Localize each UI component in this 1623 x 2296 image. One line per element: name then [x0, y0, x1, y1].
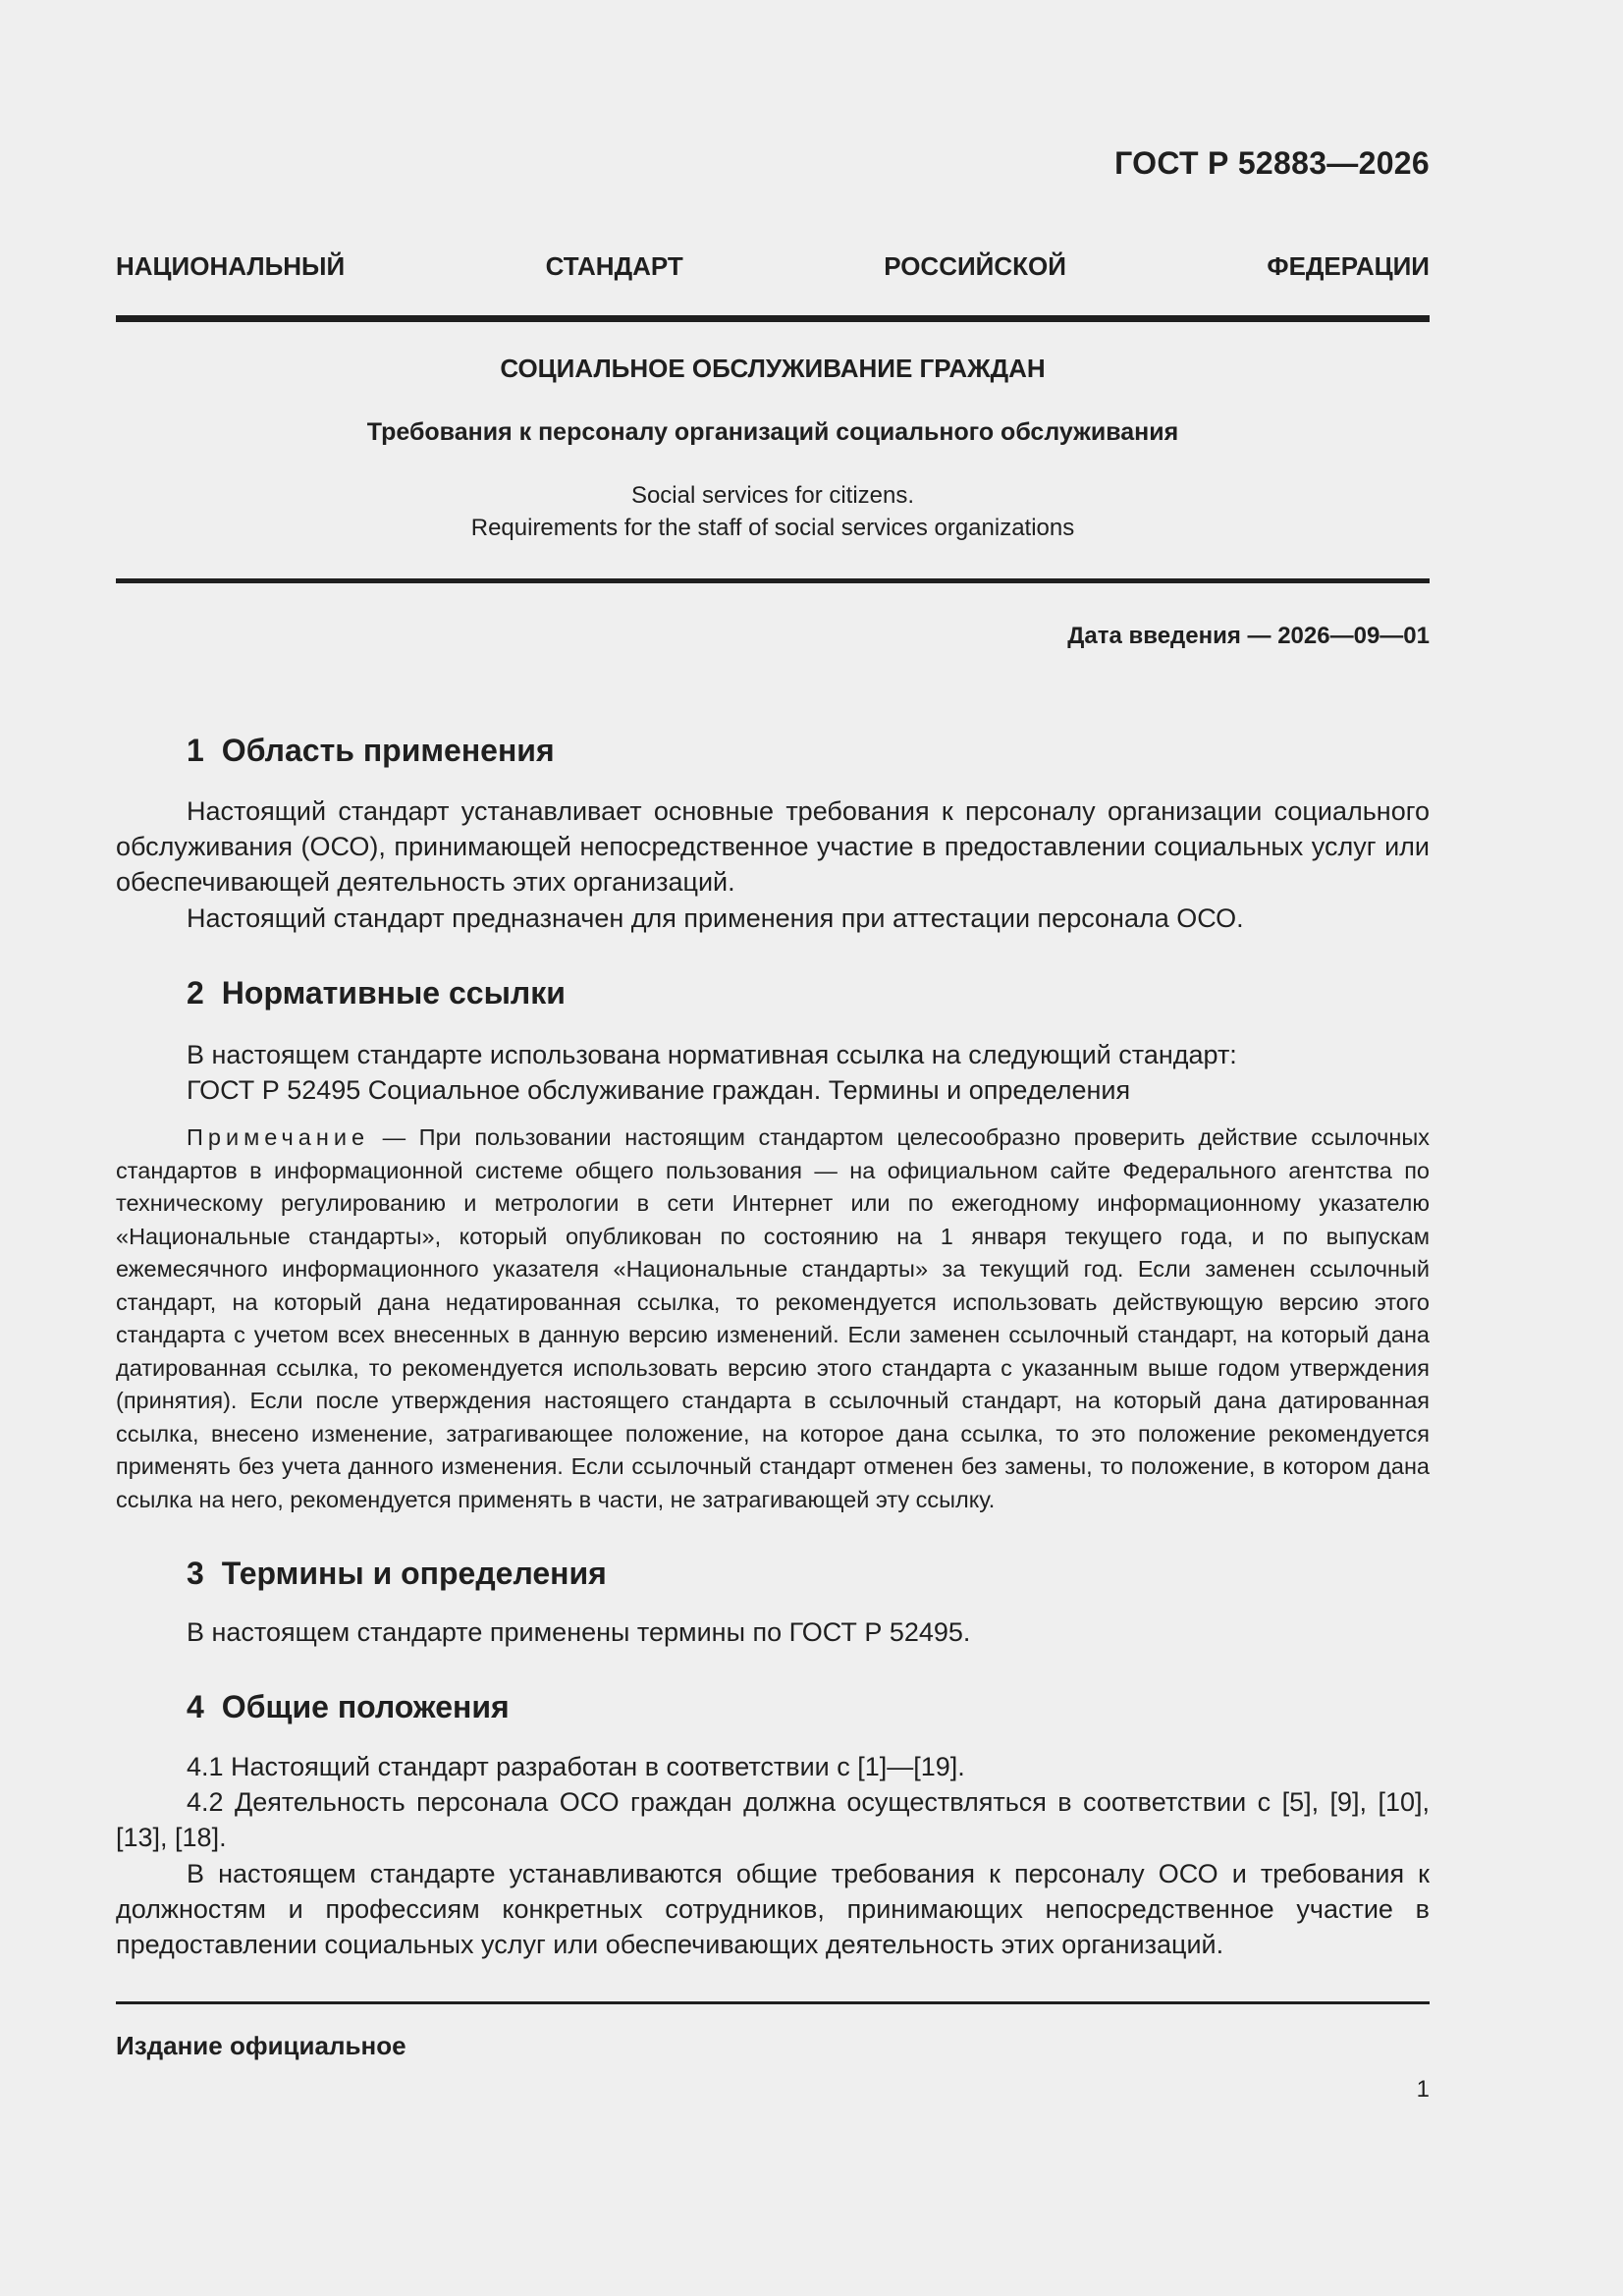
document-title: СОЦИАЛЬНОЕ ОБСЛУЖИВАНИЕ ГРАЖДАН [500, 354, 1046, 383]
page-number: 1 [1416, 2076, 1430, 2103]
english-title-line: Social services for citizens. [630, 482, 915, 509]
section-title: Область применения [221, 733, 555, 768]
section-heading [187, 1556, 607, 1592]
paragraph: 4.2 Деятельность персонала ОСО граждан должна осуществляться в соответствии с [5], [9], [10], [13], [18]. [116, 1787, 1430, 1852]
english-title-line: Requirements for the staff of social services organizations [470, 515, 1075, 541]
section-heading [187, 975, 566, 1011]
paragraph: В настоящем стандарте устанавливаются общие требования к персоналу ОСО и требования к должностям и профессиям конкретных сотрудников, принимающих непосредственное участие в предоставлении социальных услуг или обеспечивающих деятельность этих организаций. [116, 1859, 1430, 1959]
paragraph: Настоящий стандарт устанавливает основные требования к персоналу организации социального обслуживания (ОСО), принимающей непосредственное участие в предоставлении социальных услуг или обеспечивающей деятельность этих организаций. [116, 796, 1430, 897]
paragraph: В настоящем стандарте использована нормативная ссылка на следующий стандарт: [187, 1040, 1237, 1069]
top-divider [116, 315, 1430, 322]
section-title: Общие положения [221, 1689, 510, 1724]
section-title: Термины и определения [221, 1556, 607, 1591]
footer-divider [116, 2001, 1430, 2004]
section-number: 1 [187, 733, 204, 768]
banner-word: ФЕДЕРАЦИИ [1267, 251, 1430, 281]
section-title: Нормативные ссылки [221, 975, 566, 1011]
national-standard-banner [116, 251, 1430, 282]
standard-designation: ГОСТ Р 52883—2026 [1114, 145, 1430, 181]
paragraph: 4.1 Настоящий стандарт разработан в соответствии с [1]—[19]. [187, 1752, 965, 1781]
section-heading [187, 1689, 510, 1725]
normative-reference: ГОСТ Р 52495 Социальное обслуживание граждан. Термины и определения [187, 1075, 1131, 1105]
banner-word: СТАНДАРТ [545, 251, 683, 281]
banner-word: НАЦИОНАЛЬНЫЙ [116, 251, 346, 281]
banner-word: РОССИЙСКОЙ [884, 251, 1066, 281]
paragraph: В настоящем стандарте применены термины по ГОСТ Р 52495. [187, 1617, 971, 1647]
note-label: Примечание [187, 1124, 370, 1150]
section-heading [187, 733, 555, 769]
official-edition-label: Издание официальное [116, 2031, 406, 2060]
note [116, 1121, 1430, 1516]
english-title [116, 479, 1430, 544]
section-number: 3 [187, 1556, 204, 1591]
document-subtitle: Требования к персоналу организаций социального обслуживания [366, 418, 1179, 446]
title-divider [116, 578, 1430, 583]
paragraph: Настоящий стандарт предназначен для применения при аттестации персонала ОСО. [187, 903, 1244, 933]
note-text: — При пользовании настоящим стандартом целесообразно проверить действие ссылочных стандартов в информационной системе общего пользования — на официальном сайте Федерального агентства по техническому регулированию и метрологии в сети Интернет или по ежегодному информационному указателю «Национальные стандарты», который опубликован по состоянию на 1 января текущего года, и по выпускам ежемесячного информационного указателя «Национальные стандарты» за текущий год. Если заменен ссылочный стандарт, на который дана недатированная ссылка, то рекомендуется использовать действующую версию этого стандарта с учетом всех внесенных в данную версию изменений. Если заменен ссылочный стандарт, на который дана датированная ссылка, то рекомендуется использовать версию этого стандарта с указанным выше годом утверждения (принятия). Если после утверждения настоящего стандарта в ссылочный стандарт, на который дана датированная ссылка, внесено изменение, затрагивающее положение, на которое дана ссылка, то это положение рекомендуется применять без учета данного изменения. Если ссылочный стандарт отменен без замены, то положение, в котором дана ссылка на него, рекомендуется применять в части, не затрагивающей эту ссылку. [116, 1124, 1430, 1512]
section-number: 4 [187, 1689, 204, 1724]
introduction-date: Дата введения — 2026—09—01 [1067, 623, 1430, 649]
section-number: 2 [187, 975, 204, 1011]
